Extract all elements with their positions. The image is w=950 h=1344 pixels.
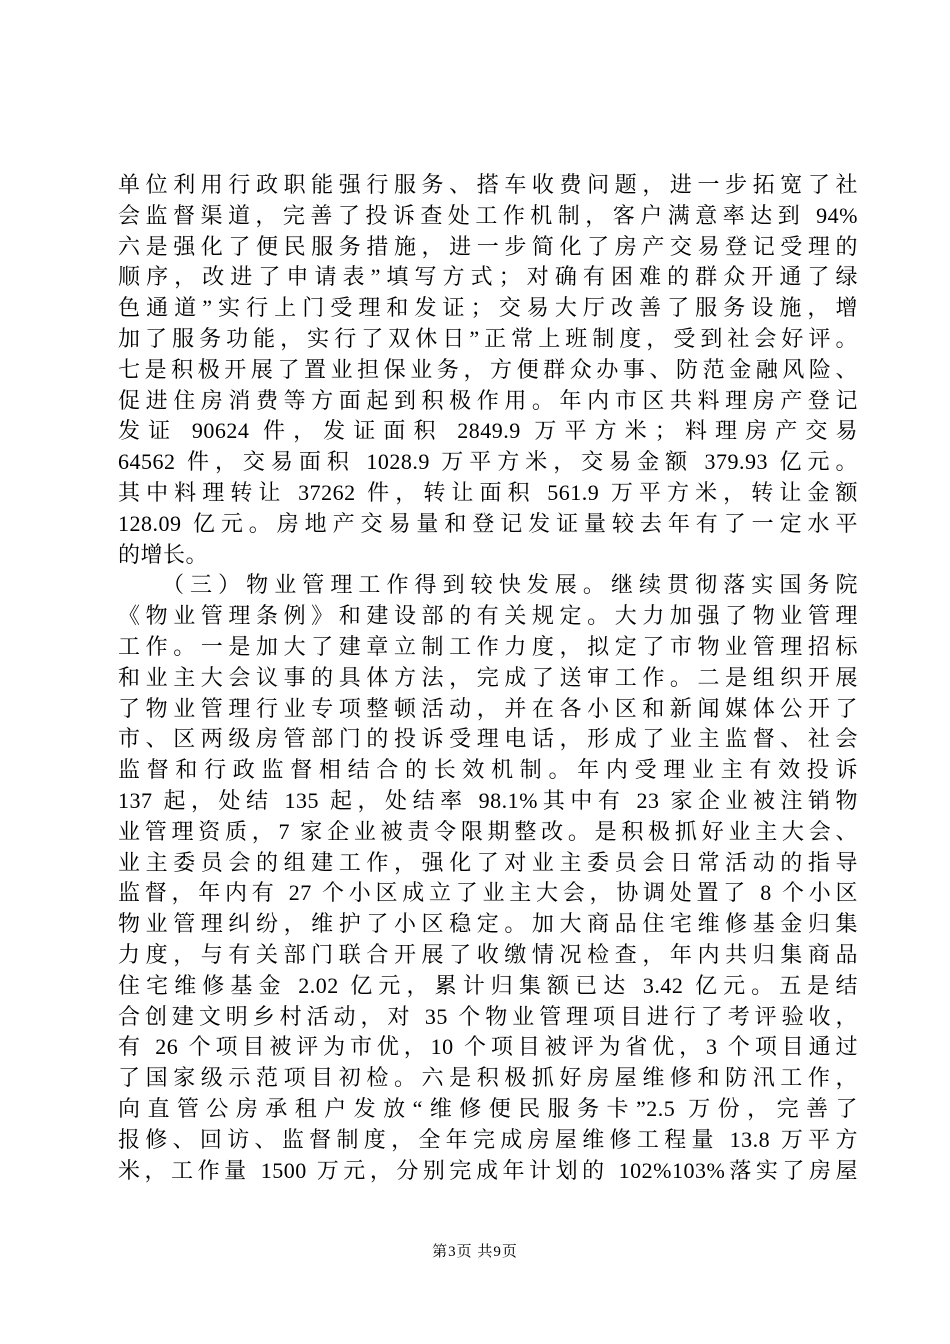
text-line: 了物业管理行业专项整顿活动，并在各小区和新闻媒体公开了 xyxy=(118,695,858,721)
text-line: 和业主大会议事的具体方法，完成了送审工作。二是组织开展 xyxy=(118,664,858,690)
text-line: 物业管理纠纷，维护了小区稳定。加大商品住宅维修基金归集 xyxy=(118,911,858,937)
text-line: 137 起，处结 135 起，处结率 98.1%其中有 23 家企业被注销物 xyxy=(118,787,858,813)
text-line: 发证 90624 件，发证面积 2849.9 万平方米；料理房产交易 xyxy=(118,418,858,444)
text-line: 促进住房消费等方面起到积极作用。年内市区共料理房产登记 xyxy=(118,387,858,413)
text-line: 六是强化了便民服务措施，进一步简化了房产交易登记受理的 xyxy=(118,233,858,259)
text-line: （三）物业管理工作得到较快发展。继续贯彻落实国务院 xyxy=(162,572,858,598)
page-number-label: 第3页 共9页 xyxy=(432,1244,518,1260)
text-line: 有 26 个项目被评为市优，10 个项目被评为省优，3 个项目通过 xyxy=(118,1034,858,1060)
text-line: 七是积极开展了置业担保业务，方便群众办事、防范金融风险、 xyxy=(118,356,858,382)
text-line: 色通道”实行上门受理和发证；交易大厅改善了服务设施，增 xyxy=(118,295,858,321)
text-line: 单位利用行政职能强行服务、搭车收费问题，进一步拓宽了社 xyxy=(118,172,858,197)
page-footer xyxy=(0,1240,950,1261)
page-text xyxy=(118,170,858,1186)
text-line: 的增长。 xyxy=(118,541,209,567)
text-line: 向直管公房承租户发放“维修便民服务卡”2.5 万份，完善了 xyxy=(118,1095,858,1121)
text-line: 米，工作量 1500 万元，分别完成年计划的 102%103%落实了房屋 xyxy=(118,1157,858,1183)
text-line: 业主委员会的组建工作，强化了对业主委员会日常活动的指导 xyxy=(118,849,858,875)
text-line: 住宅维修基金 2.02 亿元，累计归集额已达 3.42 亿元。五是结 xyxy=(118,972,858,998)
text-line: 64562 件，交易面积 1028.9 万平方米，交易金额 379.93 亿元。 xyxy=(118,449,858,475)
text-line: 顺序，改进了申请表”填写方式；对确有困难的群众开通了绿 xyxy=(118,264,858,290)
text-line: 128.09 亿元。房地产交易量和登记发证量较去年有了一定水平 xyxy=(118,510,858,536)
text-line: 业管理资质，7 家企业被责令限期整改。是积极抓好业主大会、 xyxy=(118,818,858,844)
text-line: 力度，与有关部门联合开展了收缴情况检查，年内共归集商品 xyxy=(118,941,858,967)
text-line: 会监督渠道，完善了投诉查处工作机制，客户满意率达到 94% xyxy=(118,202,858,228)
text-line: 工作。一是加大了建章立制工作力度，拟定了市物业管理招标 xyxy=(118,633,858,659)
text-line: 了国家级示范项目初检。六是积极抓好房屋维修和防汛工作， xyxy=(118,1065,858,1091)
text-line: 加了服务功能，实行了双休日”正常上班制度，受到社会好评。 xyxy=(118,325,858,351)
text-line: 监督，年内有 27 个小区成立了业主大会，协调处置了 8 个小区 xyxy=(118,880,858,906)
text-line: 其中料理转让 37262 件，转让面积 561.9 万平方米，转让金额 xyxy=(118,479,858,505)
text-line: 《物业管理条例》和建设部的有关规定。大力加强了物业管理 xyxy=(118,603,858,629)
text-line: 市、区两级房管部门的投诉受理电话，形成了业主监督、社会 xyxy=(118,726,858,752)
text-line: 报修、回访、监督制度，全年完成房屋维修工程量 13.8 万平方 xyxy=(118,1126,858,1152)
text-line: 监督和行政监督相结合的长效机制。年内受理业主有效投诉 xyxy=(118,757,858,783)
text-line: 合创建文明乡村活动，对 35 个物业管理项目进行了考评验收， xyxy=(118,1003,858,1029)
